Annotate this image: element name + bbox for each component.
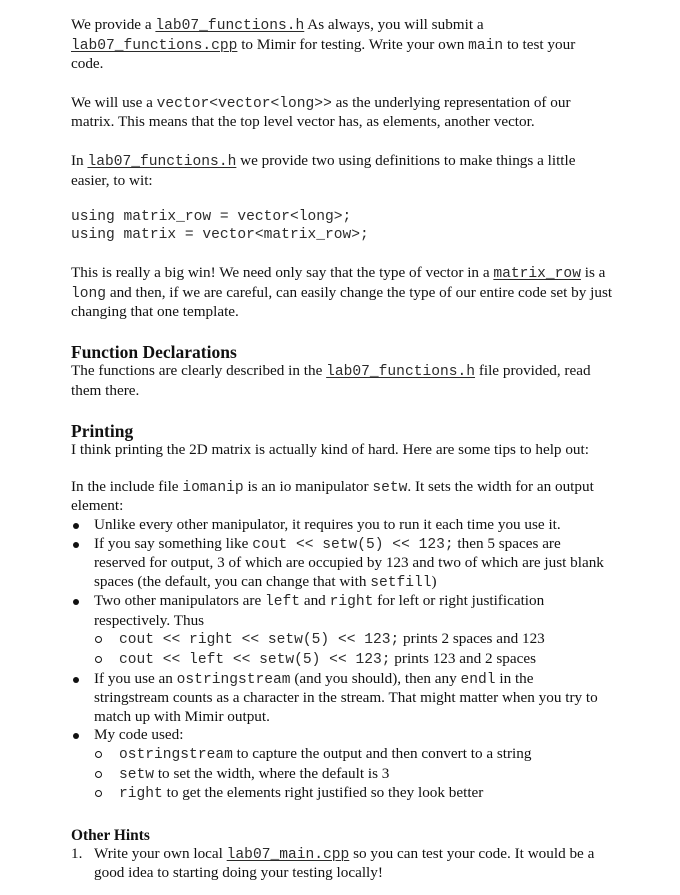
sublist-item bbox=[71, 765, 643, 785]
sublist-item bbox=[71, 630, 643, 650]
sublist-item bbox=[71, 784, 643, 804]
code-filename: lab07_functions.h bbox=[87, 153, 237, 170]
text: and bbox=[300, 592, 330, 610]
code-inline: right bbox=[119, 786, 163, 803]
text: In bbox=[71, 151, 88, 169]
text: As always, you will submit a bbox=[304, 16, 484, 33]
text: We provide a bbox=[71, 16, 156, 33]
code-inline: right bbox=[329, 594, 374, 611]
text: This is really a big win! We need only say that the type of vector in a bbox=[71, 264, 494, 282]
section-heading-function-declarations: Function Declarations bbox=[71, 341, 237, 362]
code-filename: lab07_main.cpp bbox=[226, 846, 350, 863]
code-inline: cout << right << setw(5) << 123; bbox=[119, 632, 400, 649]
text: ) bbox=[431, 572, 437, 590]
sublist-item bbox=[71, 745, 643, 765]
text: to get the elements right justified so they look better bbox=[162, 784, 484, 802]
document-page bbox=[71, 16, 643, 883]
printing-tips-list bbox=[71, 516, 643, 804]
code-inline: main bbox=[468, 37, 504, 54]
list-number: 1. bbox=[71, 844, 83, 862]
text: element: bbox=[71, 497, 124, 515]
circle-bullet-icon bbox=[95, 751, 102, 758]
code-inline: endl bbox=[460, 671, 496, 688]
list-item bbox=[71, 726, 643, 803]
sublist-item bbox=[71, 650, 643, 670]
bullet-icon bbox=[73, 733, 79, 739]
text: code. bbox=[71, 55, 104, 73]
text: to capture the output and then convert to a string bbox=[232, 745, 532, 763]
section-heading-printing: Printing bbox=[71, 421, 134, 442]
text: . It sets the width for an output bbox=[407, 477, 594, 495]
representation-paragraph bbox=[71, 94, 643, 132]
code-inline: iomanip bbox=[182, 479, 244, 496]
code-inline: cout << setw(5) << 123; bbox=[252, 536, 454, 553]
bullet-icon bbox=[73, 542, 79, 548]
text: for left or right justification bbox=[373, 592, 545, 610]
text: My code used: bbox=[94, 726, 184, 744]
text: to test your bbox=[503, 35, 576, 53]
text: to Mimir for testing. Write your own bbox=[237, 35, 469, 53]
text: respectively. Thus bbox=[94, 611, 205, 629]
code-inline: setfill bbox=[370, 574, 432, 591]
text: Two other manipulators are bbox=[94, 592, 266, 610]
code-inline: setw bbox=[372, 479, 408, 496]
text: is an io manipulator bbox=[243, 477, 373, 495]
text: prints 2 spaces and 123 bbox=[399, 630, 545, 648]
text: good idea to starting doing your testing locally! bbox=[94, 864, 383, 882]
code-block bbox=[71, 208, 643, 244]
code-inline: matrix_row bbox=[493, 266, 581, 283]
list-item bbox=[71, 670, 643, 727]
text: Unlike every other manipulator, it requires you to run it each time you use it. bbox=[94, 515, 561, 533]
code-filename: lab07_functions.cpp bbox=[71, 37, 238, 54]
text: then 5 spaces are bbox=[453, 534, 561, 552]
circle-bullet-icon bbox=[95, 790, 102, 797]
list-item bbox=[71, 845, 643, 883]
code-filename: lab07_functions.h bbox=[155, 18, 305, 34]
list-item bbox=[71, 535, 643, 593]
bullet-icon bbox=[73, 599, 79, 605]
text: If you say something like bbox=[94, 534, 253, 552]
code-inline: vector<vector<long>> bbox=[156, 95, 332, 112]
bullet-icon bbox=[73, 523, 79, 529]
function-declarations-paragraph bbox=[71, 362, 643, 400]
code-inline: ostringstream bbox=[119, 747, 233, 764]
text: prints 123 and 2 spaces bbox=[390, 650, 537, 668]
code-filename: lab07_functions.h bbox=[326, 363, 476, 380]
text: stringstream counts as a character in the stream. That might matter when you try to bbox=[94, 689, 598, 707]
text: Write your own local bbox=[94, 844, 227, 862]
big-win-paragraph bbox=[71, 264, 643, 322]
code-line: using matrix_row = vector<long>; bbox=[71, 209, 352, 226]
code-inline: long bbox=[71, 285, 107, 302]
text: and then, if we are careful, can easily change the type of our entire code set by just bbox=[106, 283, 613, 301]
text: If you use an bbox=[94, 669, 177, 687]
text: The functions are clearly described in the bbox=[71, 361, 327, 379]
printing-intro: I think printing the 2D matrix is actually kind of hard. Here are some tips to help out: bbox=[71, 441, 589, 459]
code-inline: left bbox=[265, 594, 301, 611]
text: is a bbox=[580, 264, 606, 282]
text: In the include file bbox=[71, 477, 183, 495]
sublist bbox=[94, 745, 643, 804]
list-item bbox=[71, 592, 643, 669]
iomanip-paragraph bbox=[71, 478, 643, 516]
circle-bullet-icon bbox=[95, 656, 102, 663]
text: matrix. This means that the top level vector has, as elements, another vector. bbox=[71, 113, 535, 131]
intro-paragraph bbox=[71, 16, 643, 74]
text: reserved for output, 3 of which are occupied by 123 and two of which are just blank bbox=[94, 554, 604, 572]
text: spaces (the default, you can change that with bbox=[94, 572, 371, 590]
text: as the underlying representation of our bbox=[331, 93, 571, 111]
text: (and you should), then any bbox=[290, 669, 461, 687]
bullet-icon bbox=[73, 677, 79, 683]
text: so you can test your code. It would be a bbox=[349, 844, 595, 862]
circle-bullet-icon bbox=[95, 636, 102, 643]
sublist bbox=[94, 630, 643, 669]
text: changing that one template. bbox=[71, 303, 239, 321]
code-inline: ostringstream bbox=[176, 671, 291, 688]
circle-bullet-icon bbox=[95, 771, 102, 778]
text: in the bbox=[495, 669, 534, 687]
using-definitions-paragraph bbox=[71, 152, 643, 190]
code-line: using matrix = vector<matrix_row>; bbox=[71, 227, 369, 244]
text: we provide two using definitions to make things a little bbox=[236, 151, 576, 169]
section-heading-other-hints: Other Hints bbox=[71, 826, 150, 844]
text: easier, to wit: bbox=[71, 171, 153, 189]
text: file provided, read bbox=[475, 361, 591, 379]
text: We will use a bbox=[71, 93, 157, 111]
text: them there. bbox=[71, 381, 140, 399]
text: match up with Mimir output. bbox=[94, 707, 270, 725]
text: to set the width, where the default is 3 bbox=[154, 764, 390, 782]
code-inline: setw bbox=[119, 766, 155, 783]
hints-list bbox=[71, 845, 643, 883]
list-item bbox=[71, 516, 643, 535]
code-inline: cout << left << setw(5) << 123; bbox=[119, 652, 391, 669]
